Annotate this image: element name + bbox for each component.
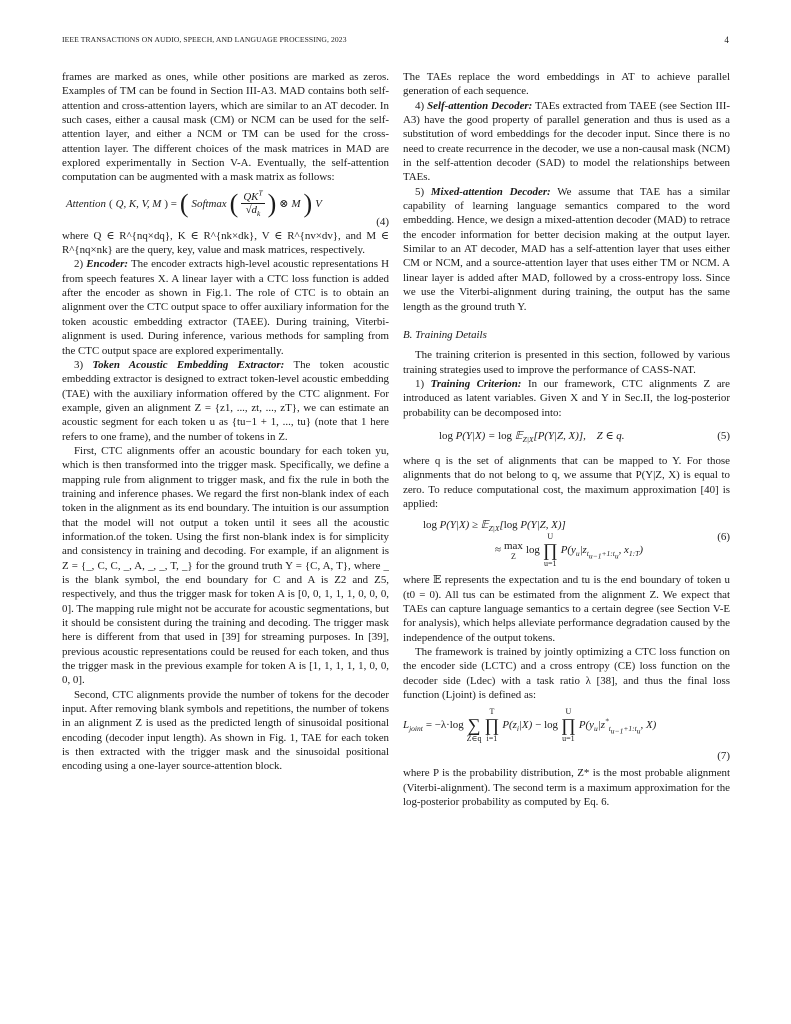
equation-6: log P(Y|X) ≥ 𝔼$_{Z|X}$[log P(Y|Z, X)] ≈ max Z log U ∏ u=1 $P(y_u|z_{t_{u-1}+1:t_u}$, $x_{1:T}$) (6) (423, 519, 730, 569)
criterion-heading: Training Criterion: (430, 377, 522, 390)
mad-number: 5) (415, 185, 425, 198)
paragraph-mask-intro: frames are marked as ones, while other positions are marked as zeros. Examples of TM can be found in Section III-A3. MAD contains both self-attention and cross-attention layers, which are similar to an AT decoder. In such cases, either a causal mask (CM) or NCM can be used for the self-attention layer, and either a NCM or TM can be used for the cross-attention layer. The different choices of the mask matrices in MAD are explored experimentally in Section V-A. Eventually, the self-attention computation can be augmented with a mask matrix as follows: (62, 71, 389, 184)
paragraph-training-intro: The training criterion is presented in this section, followed by various training strategies used to improve the performance of CASS-NAT. (403, 349, 730, 376)
encoder-heading: Encoder: (86, 258, 129, 271)
paragraph-where-e: where 𝔼 represents the expectation and tu is the end boundary of token u (t0 = 0). All tus can be estimated from the alignment Z. We expect that TAEs can capture language semantics to a certain degree (see Section V-E for analysis), which helps alleviate performance degradation caused by the independence of the output tokens. (403, 574, 730, 644)
paragraph-matrices: where Q ∈ R^{nq×dq}, K ∈ R^{nk×dk}, V ∈ R^{nv×dv}, and M ∈ R^{nq×nk} are the query, key, value and mask matrices, respectively. (62, 229, 389, 257)
equation-7-number: (7) (717, 750, 730, 763)
paragraph-encoder (62, 257, 389, 357)
equation-5: log P(Y|X) = log 𝔼$_{Z|X}$[P(Y|Z, X)], Z ∈ q. (5) (439, 429, 730, 445)
mad-text: We assume that TAE has a similar capability of learning language semantics compared to the word embedding. Hence, we design a mixed-attention decoder (MAD) to retrace the encoder information for better decision making at the output layer. Similar to an AT decoder, MAD has a self-attention layer that uses either CM or NCM, and a source-attention layer that uses either TM or NCM. A linear layer is added after MAD, followed by a cross-entropy loss. Since we use the Viterbi-alignment during training, the output has the same length as the ground truth Y. (403, 185, 730, 313)
paragraph-second: Second, CTC alignments provide the number of tokens for the decoder input. After removing blank symbols and repetitions, the number of tokens in an alignment Z is used as the predicted length of sinusoidal positional encoding (decoder input length). As shown in Fig. 1, TAE for each token is then extracted with the trigger mask and the sinusoidal positional encoding using a one-layer source-attention block. (62, 688, 389, 773)
running-header (62, 35, 729, 47)
equation-4: Attention ( Q, K, V, M ) = ( Softmax ( $\frac{QK^T}{√d_k}$ ) ⊗ M ) V (4) (66, 188, 389, 228)
paragraph-where-p: where P is the probability distribution, Z* is the most probable alignment (Viterbi-alignment). The second term is a maximum approximation for the log-posterior probability as computed by Eq. 6. (403, 767, 730, 809)
sad-heading: Self-attention Decoder: (427, 99, 533, 112)
paragraph-taee (62, 358, 389, 444)
criterion-number: 1) (415, 377, 425, 390)
left-column (62, 70, 389, 774)
equation-6-number: (6) (717, 531, 730, 544)
encoder-number: 2) (74, 258, 84, 271)
paragraph-framework: The framework is trained by jointly optimizing a CTC loss function on the encoder side (LCTC) and a cross entropy (CE) loss function on the decoder side (Ldec) with a task ratio λ [38], and thus the final loss function (Ljoint) is defined as: (403, 646, 730, 702)
paragraph-mad (403, 185, 730, 314)
criterion-text: In our framework, CTC alignments Z are introduced as latent variables. Given X and Y in Sec.II, the log-posterior probability can be decomposed into: (403, 377, 731, 419)
journal-title: IEEE TRANSACTIONS ON AUDIO, SPEECH, AND LANGUAGE PROCESSING, 2023 (62, 35, 347, 44)
equation-4-number: (4) (376, 215, 389, 228)
mad-heading: Mixed-attention Decoder: (430, 185, 551, 198)
taee-number: 3) (74, 358, 84, 371)
encoder-text: The encoder extracts high-level acoustic representations H from speech features X. A linear layer with a CTC loss function is added after the encoder as shown in Fig.1. The role of CTC is to obtain an alignment over the CTC output space to offer auxiliary information for the token acoustic embedding extractor (TAEE). During training, Viterbi-alignment is used. During inference, various methods for sampling from the CTC output space are explored experimentally. (62, 258, 389, 357)
taee-heading: Token Acoustic Embedding Extractor: (92, 358, 285, 371)
section-heading-training-details: B. Training Details (403, 328, 487, 341)
paragraph-training-criterion (403, 377, 730, 420)
paragraph-where-q: where q is the set of alignments that can be mapped to Y. For those alignments that do not belong to q, we assume that P(Y|Z, X) is equal to zero. To reduce computational cost, the maximum approximation [40] is applied: (403, 454, 730, 510)
sad-number: 4) (415, 99, 425, 112)
paragraph-sad (403, 99, 730, 185)
equation-7: $L_{joint}$ = −λ·log ∑ Z∈q T ∏ i=1 $P(z_i|X)$ − log U ∏ u=1 $P(y_u|z^*_{t_{u-1}+1:t_u}$, X) (7) (403, 707, 730, 763)
taee-text: The token acoustic embedding extractor is designed to extract token-level acoustic embedding (TAE) with the auxiliary information offered by the CTC alignment. For example, given an alignment Z = {z1, ..., zt, ..., zT}, we can estimate an acoustic segment for each token u as {tu−1 + 1, ..., tu} (note that 1 here refers to one frame), and the number of tokens in Z. (62, 358, 389, 443)
page-number: 4 (724, 35, 729, 45)
sad-text: TAEs extracted from TAEE (see Section III-A3) have the good property of parallel generation and thus is used as a substitution of word embeddings for the decoder input. Since there is no need to create recurrence in the decoder, we use a non-causal mask (NCM) in the self-attention decoder (SAD) to model the relationships between TAEs. (403, 99, 730, 184)
paragraph-first: First, CTC alignments offer an acoustic boundary for each token yu, which is then transformed into the trigger mask. Specifically, we define a mapping rule from alignment to trigger mask, and fix the rule in both the training and inference phases. We regard the first non-blank index of each token in the alignment as its end boundary. The intuition is our assumption that the model will not output a token until it sees all the acoustic information.of the token. Using the first non-blank index is for simplicity and consistency in training and decoding. For example, if an alignment is Z = {_, C, C, _, A, _, _, T, _} for the ground truth Y = {C, A, T}, where _ is the blank symbol, the end boundary for C and A is Z2 and Z5, respectively, and thus the trigger mask for token A is [0, 0, 1, 1, 1, 0, 0, 0, 0]. The mapping rule might not be accurate for acoustic segmentations, but it should be consistent during the training and decoding. The trigger mask here is different from that used in [39] for streaming purposes. In [39], previous acoustic representations could be reused for each token, and thus the trigger mask in the previous example for token A is [1, 1, 1, 1, 1, 0, 0, 0, 0]. (62, 444, 389, 687)
right-column (403, 70, 730, 809)
paragraph-tae-replace: The TAEs replace the word embeddings in AT to achieve parallel generation of each sequence. (403, 71, 730, 98)
equation-5-number: (5) (717, 429, 730, 442)
